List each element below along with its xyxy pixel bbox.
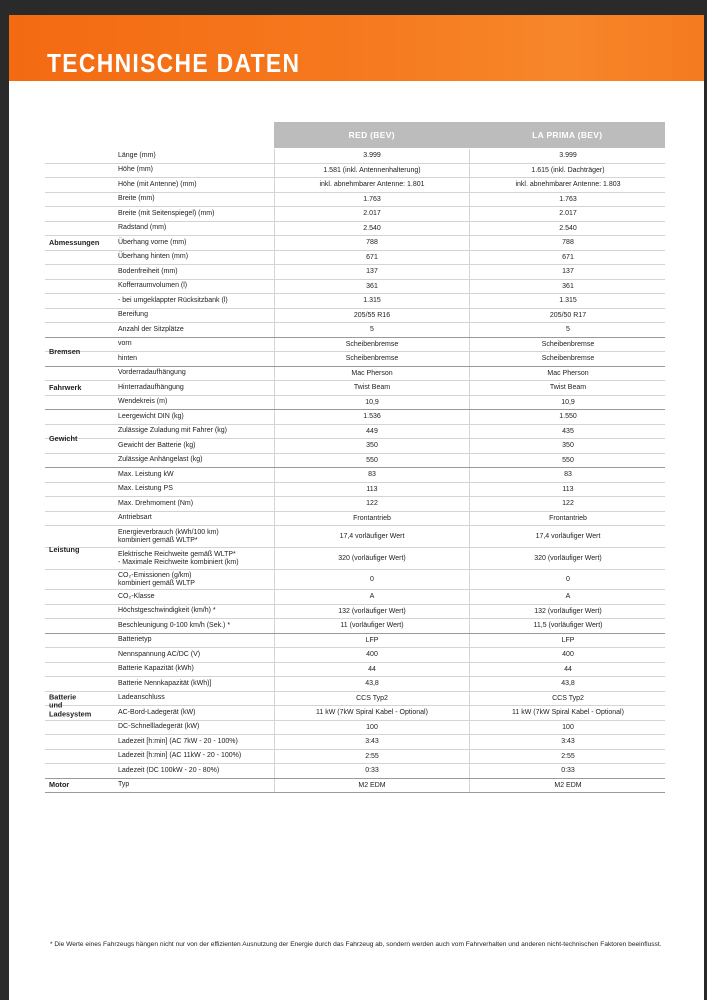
value-la-prima: 361: [469, 280, 666, 294]
table-row: [45, 634, 665, 648]
table-row: [45, 351, 665, 366]
value-red: 100: [274, 721, 469, 735]
value-la-prima: 83: [469, 468, 666, 482]
value-red: 44: [274, 663, 469, 677]
table-row: [45, 705, 665, 720]
row-label: Ladezeit [h:min] (AC 7kW - 20 - 100%): [118, 737, 238, 745]
footnote: * Die Werte eines Fahrzeugs hängen nicht nur von der effizienten Ausnutzung der Energie durch das Fahrzeug ab, sondern werden auch vom Fahrverhalten und anderen nicht-technischen Faktoren beeinflusst.: [50, 941, 662, 948]
value-red: Twist Beam: [274, 381, 469, 395]
value-la-prima: Twist Beam: [469, 381, 666, 395]
value-red: 2:55: [274, 750, 469, 764]
table-row: [45, 676, 665, 691]
row-label: Zulässige Zuladung mit Fahrer (kg): [118, 427, 227, 435]
table-row: [45, 149, 665, 163]
row-label: Länge (mm): [118, 151, 156, 159]
value-la-prima: CCS Typ2: [469, 692, 666, 706]
header-band: [9, 15, 704, 81]
value-red: 205/55 R16: [274, 309, 469, 323]
table-row: [45, 749, 665, 764]
value-la-prima: 137: [469, 265, 666, 279]
value-la-prima: 3.999: [469, 149, 666, 163]
value-la-prima: 100: [469, 721, 666, 735]
value-red: 132 (vorläufiger Wert): [274, 605, 469, 619]
value-la-prima: 122: [469, 497, 666, 511]
table-row: [45, 779, 665, 793]
page-title: TECHNISCHE DATEN: [47, 48, 301, 78]
value-la-prima: A: [469, 590, 666, 604]
value-la-prima: 205/50 R17: [469, 309, 666, 323]
value-red: 11 kW (7kW Spiral Kabel - Optional): [274, 706, 469, 720]
value-red: 2.540: [274, 222, 469, 236]
table-row: [45, 453, 665, 468]
value-la-prima: Frontantrieb: [469, 512, 666, 526]
row-label: CO₂-Emissionen (g/km) kombiniert gemäß WLTP: [118, 571, 195, 587]
row-label: Ladezeit (DC 100kW - 20 - 80%): [118, 766, 220, 774]
row-label: Batterie Nennkapazität (kWh)]: [118, 679, 212, 687]
value-red: M2 EDM: [274, 779, 469, 793]
column-header-red: RED (BEV): [348, 130, 395, 140]
value-red: 0: [274, 570, 469, 589]
row-label: Höhe (mm): [118, 166, 154, 174]
value-la-prima: 10,9: [469, 396, 666, 410]
value-red: 17,4 vorläufiger Wert: [274, 526, 469, 547]
row-label: Nennspannung AC/DC (V): [118, 650, 201, 658]
row-label: Vorderradaufhängung: [118, 369, 186, 377]
value-la-prima: 2.017: [469, 207, 666, 221]
row-label: Beschleunigung 0-100 km/h (Sek.) *: [118, 621, 231, 629]
value-red: 671: [274, 251, 469, 265]
row-label: Höhe (mit Antenne) (mm): [118, 180, 197, 188]
group-label: Motor: [49, 780, 70, 789]
row-label: Max. Leistung kW: [118, 470, 174, 478]
row-label: Ladezeit [h:min] (AC 11kW - 20 - 100%): [118, 752, 242, 760]
row-label: Überhang hinten (mm): [118, 253, 189, 261]
table-row: [45, 380, 665, 395]
value-red: 1.315: [274, 294, 469, 308]
row-label: vorn: [118, 340, 132, 348]
value-red: 320 (vorläufiger Wert): [274, 548, 469, 569]
value-la-prima: 1.763: [469, 193, 666, 207]
row-label: Radstand (mm): [118, 224, 167, 232]
table-row: [45, 192, 665, 207]
table-row: [45, 569, 665, 589]
value-red: 350: [274, 439, 469, 453]
row-label: Zulässige Anhängelast (kg): [118, 456, 203, 464]
value-red: 400: [274, 648, 469, 662]
table-row: [45, 763, 665, 778]
group-label: Fahrwerk: [49, 382, 82, 392]
table-row: [45, 482, 665, 497]
table-row: [45, 235, 665, 250]
value-red: 3.999: [274, 149, 469, 163]
table-row: [45, 604, 665, 619]
row-label: CO₂-Klasse: [118, 592, 155, 600]
value-la-prima: M2 EDM: [469, 779, 666, 793]
document-page: [9, 15, 704, 1000]
value-red: 0:33: [274, 764, 469, 778]
spec-group: [45, 634, 665, 779]
row-label: Höchstgeschwindigkeit (km/h) *: [118, 607, 216, 615]
value-la-prima: 788: [469, 236, 666, 250]
row-label: Antriebsart: [118, 514, 152, 522]
value-la-prima: 2:55: [469, 750, 666, 764]
table-row: [45, 163, 665, 178]
spec-group: [45, 779, 665, 794]
value-la-prima: 550: [469, 454, 666, 468]
spec-table: [45, 149, 665, 793]
row-label: Überhang vorne (mm): [118, 238, 187, 246]
table-row: [45, 250, 665, 265]
value-la-prima: 5: [469, 323, 666, 337]
value-red: Scheibenbremse: [274, 352, 469, 366]
value-la-prima: 1.315: [469, 294, 666, 308]
value-la-prima: 2.540: [469, 222, 666, 236]
spec-group: [45, 149, 665, 338]
group-label: Bremsen: [49, 346, 81, 356]
value-red: 137: [274, 265, 469, 279]
table-row: [45, 221, 665, 236]
value-la-prima: Scheibenbremse: [469, 338, 666, 352]
table-row: [45, 367, 665, 381]
column-header-la-prima: LA PRIMA (BEV): [532, 130, 603, 140]
spec-group: [45, 468, 665, 634]
table-row: [45, 647, 665, 662]
row-label: Elektrische Reichweite gemäß WLTP* - Maximale Reichweite kombiniert (km): [118, 550, 239, 566]
group-label: Gewicht: [49, 433, 78, 443]
value-red: 788: [274, 236, 469, 250]
value-la-prima: 132 (vorläufiger Wert): [469, 605, 666, 619]
value-la-prima: 435: [469, 425, 666, 439]
row-label: Leergewicht DIN (kg): [118, 412, 184, 420]
row-label: Hinterradaufhängung: [118, 383, 184, 391]
value-red: LFP: [274, 634, 469, 648]
row-label: Max. Leistung PS: [118, 485, 173, 493]
value-red: 1.763: [274, 193, 469, 207]
row-label: Batterietyp: [118, 636, 152, 644]
value-la-prima: 320 (vorläufiger Wert): [469, 548, 666, 569]
row-label: Ladeanschluss: [118, 694, 165, 702]
value-la-prima: 3:43: [469, 735, 666, 749]
value-la-prima: 1.615 (inkl. Dachträger): [469, 164, 666, 178]
table-row: [45, 468, 665, 482]
table-row: [45, 206, 665, 221]
value-la-prima: 1.550: [469, 410, 666, 424]
value-la-prima: 17,4 vorläufiger Wert: [469, 526, 666, 547]
value-la-prima: inkl. abnehmbarer Antenne: 1.803: [469, 178, 666, 192]
row-label: Breite (mm): [118, 195, 155, 203]
row-label: AC-Bord-Ladegerät (kW): [118, 708, 196, 716]
group-label: Abmessungen: [49, 237, 100, 247]
value-la-prima: 43,8: [469, 677, 666, 691]
row-label: Wendekreis (m): [118, 398, 168, 406]
value-red: 1.581 (inkl. Antennenhalterung): [274, 164, 469, 178]
value-red: Scheibenbremse: [274, 338, 469, 352]
value-red: 550: [274, 454, 469, 468]
value-red: 1.536: [274, 410, 469, 424]
table-row: [45, 279, 665, 294]
table-row: [45, 720, 665, 735]
table-row: [45, 322, 665, 337]
value-red: 10,9: [274, 396, 469, 410]
row-label: Bodenfreiheit (mm): [118, 267, 178, 275]
table-row: [45, 293, 665, 308]
value-la-prima: 0:33: [469, 764, 666, 778]
row-label: hinten: [118, 354, 138, 362]
value-la-prima: 671: [469, 251, 666, 265]
row-label: Batterie Kapazität (kWh): [118, 665, 194, 673]
row-label: Max. Drehmoment (Nm): [118, 499, 194, 507]
value-la-prima: 44: [469, 663, 666, 677]
value-la-prima: Mac Pherson: [469, 367, 666, 381]
row-label: Gewicht der Batterie (kg): [118, 441, 196, 449]
row-label: DC-Schnellladegerät (kW): [118, 723, 200, 731]
table-row: [45, 589, 665, 604]
row-label: Bereifung: [118, 311, 148, 319]
value-la-prima: 400: [469, 648, 666, 662]
table-row: [45, 177, 665, 192]
value-red: 43,8: [274, 677, 469, 691]
value-red: 83: [274, 468, 469, 482]
table-row: [45, 424, 665, 439]
value-la-prima: 11 kW (7kW Spiral Kabel - Optional): [469, 706, 666, 720]
table-row: [45, 734, 665, 749]
row-label: - bei umgeklappter Rücksitzbank (l): [118, 296, 228, 304]
value-red: Frontantrieb: [274, 512, 469, 526]
column-header-bar: [274, 122, 665, 148]
table-row: [45, 618, 665, 633]
value-la-prima: 11,5 (vorläufiger Wert): [469, 619, 666, 633]
value-la-prima: Scheibenbremse: [469, 352, 666, 366]
value-red: 3:43: [274, 735, 469, 749]
value-red: CCS Typ2: [274, 692, 469, 706]
table-row: [45, 410, 665, 424]
spec-group: [45, 410, 665, 468]
value-red: Mac Pherson: [274, 367, 469, 381]
value-red: inkl. abnehmbarer Antenne: 1.801: [274, 178, 469, 192]
table-row: [45, 338, 665, 352]
value-la-prima: 350: [469, 439, 666, 453]
spec-group: [45, 367, 665, 411]
table-row: [45, 691, 665, 706]
table-row: [45, 525, 665, 547]
value-red: 11 (vorläufiger Wert): [274, 619, 469, 633]
row-label: Kofferraumvolumen (l): [118, 282, 188, 290]
value-la-prima: 113: [469, 483, 666, 497]
spec-group: [45, 338, 665, 367]
group-label: Batterie und Ladesystem: [49, 691, 92, 718]
value-red: 449: [274, 425, 469, 439]
value-red: 122: [274, 497, 469, 511]
value-red: 361: [274, 280, 469, 294]
table-row: [45, 264, 665, 279]
row-label: Anzahl der Sitzplätze: [118, 325, 184, 333]
table-row: [45, 438, 665, 453]
row-label: Typ: [118, 781, 130, 789]
table-row: [45, 511, 665, 526]
table-row: [45, 662, 665, 677]
row-label: Breite (mit Seitenspiegel) (mm): [118, 209, 215, 217]
value-la-prima: 0: [469, 570, 666, 589]
value-red: 113: [274, 483, 469, 497]
value-red: 5: [274, 323, 469, 337]
value-la-prima: LFP: [469, 634, 666, 648]
table-row: [45, 496, 665, 511]
row-label: Energieverbrauch (kWh/100 km) kombiniert gemäß WLTP*: [118, 528, 219, 544]
value-red: 2.017: [274, 207, 469, 221]
table-row: [45, 395, 665, 410]
table-row: [45, 308, 665, 323]
group-label: Leistung: [49, 545, 80, 554]
value-red: A: [274, 590, 469, 604]
table-row: [45, 547, 665, 569]
